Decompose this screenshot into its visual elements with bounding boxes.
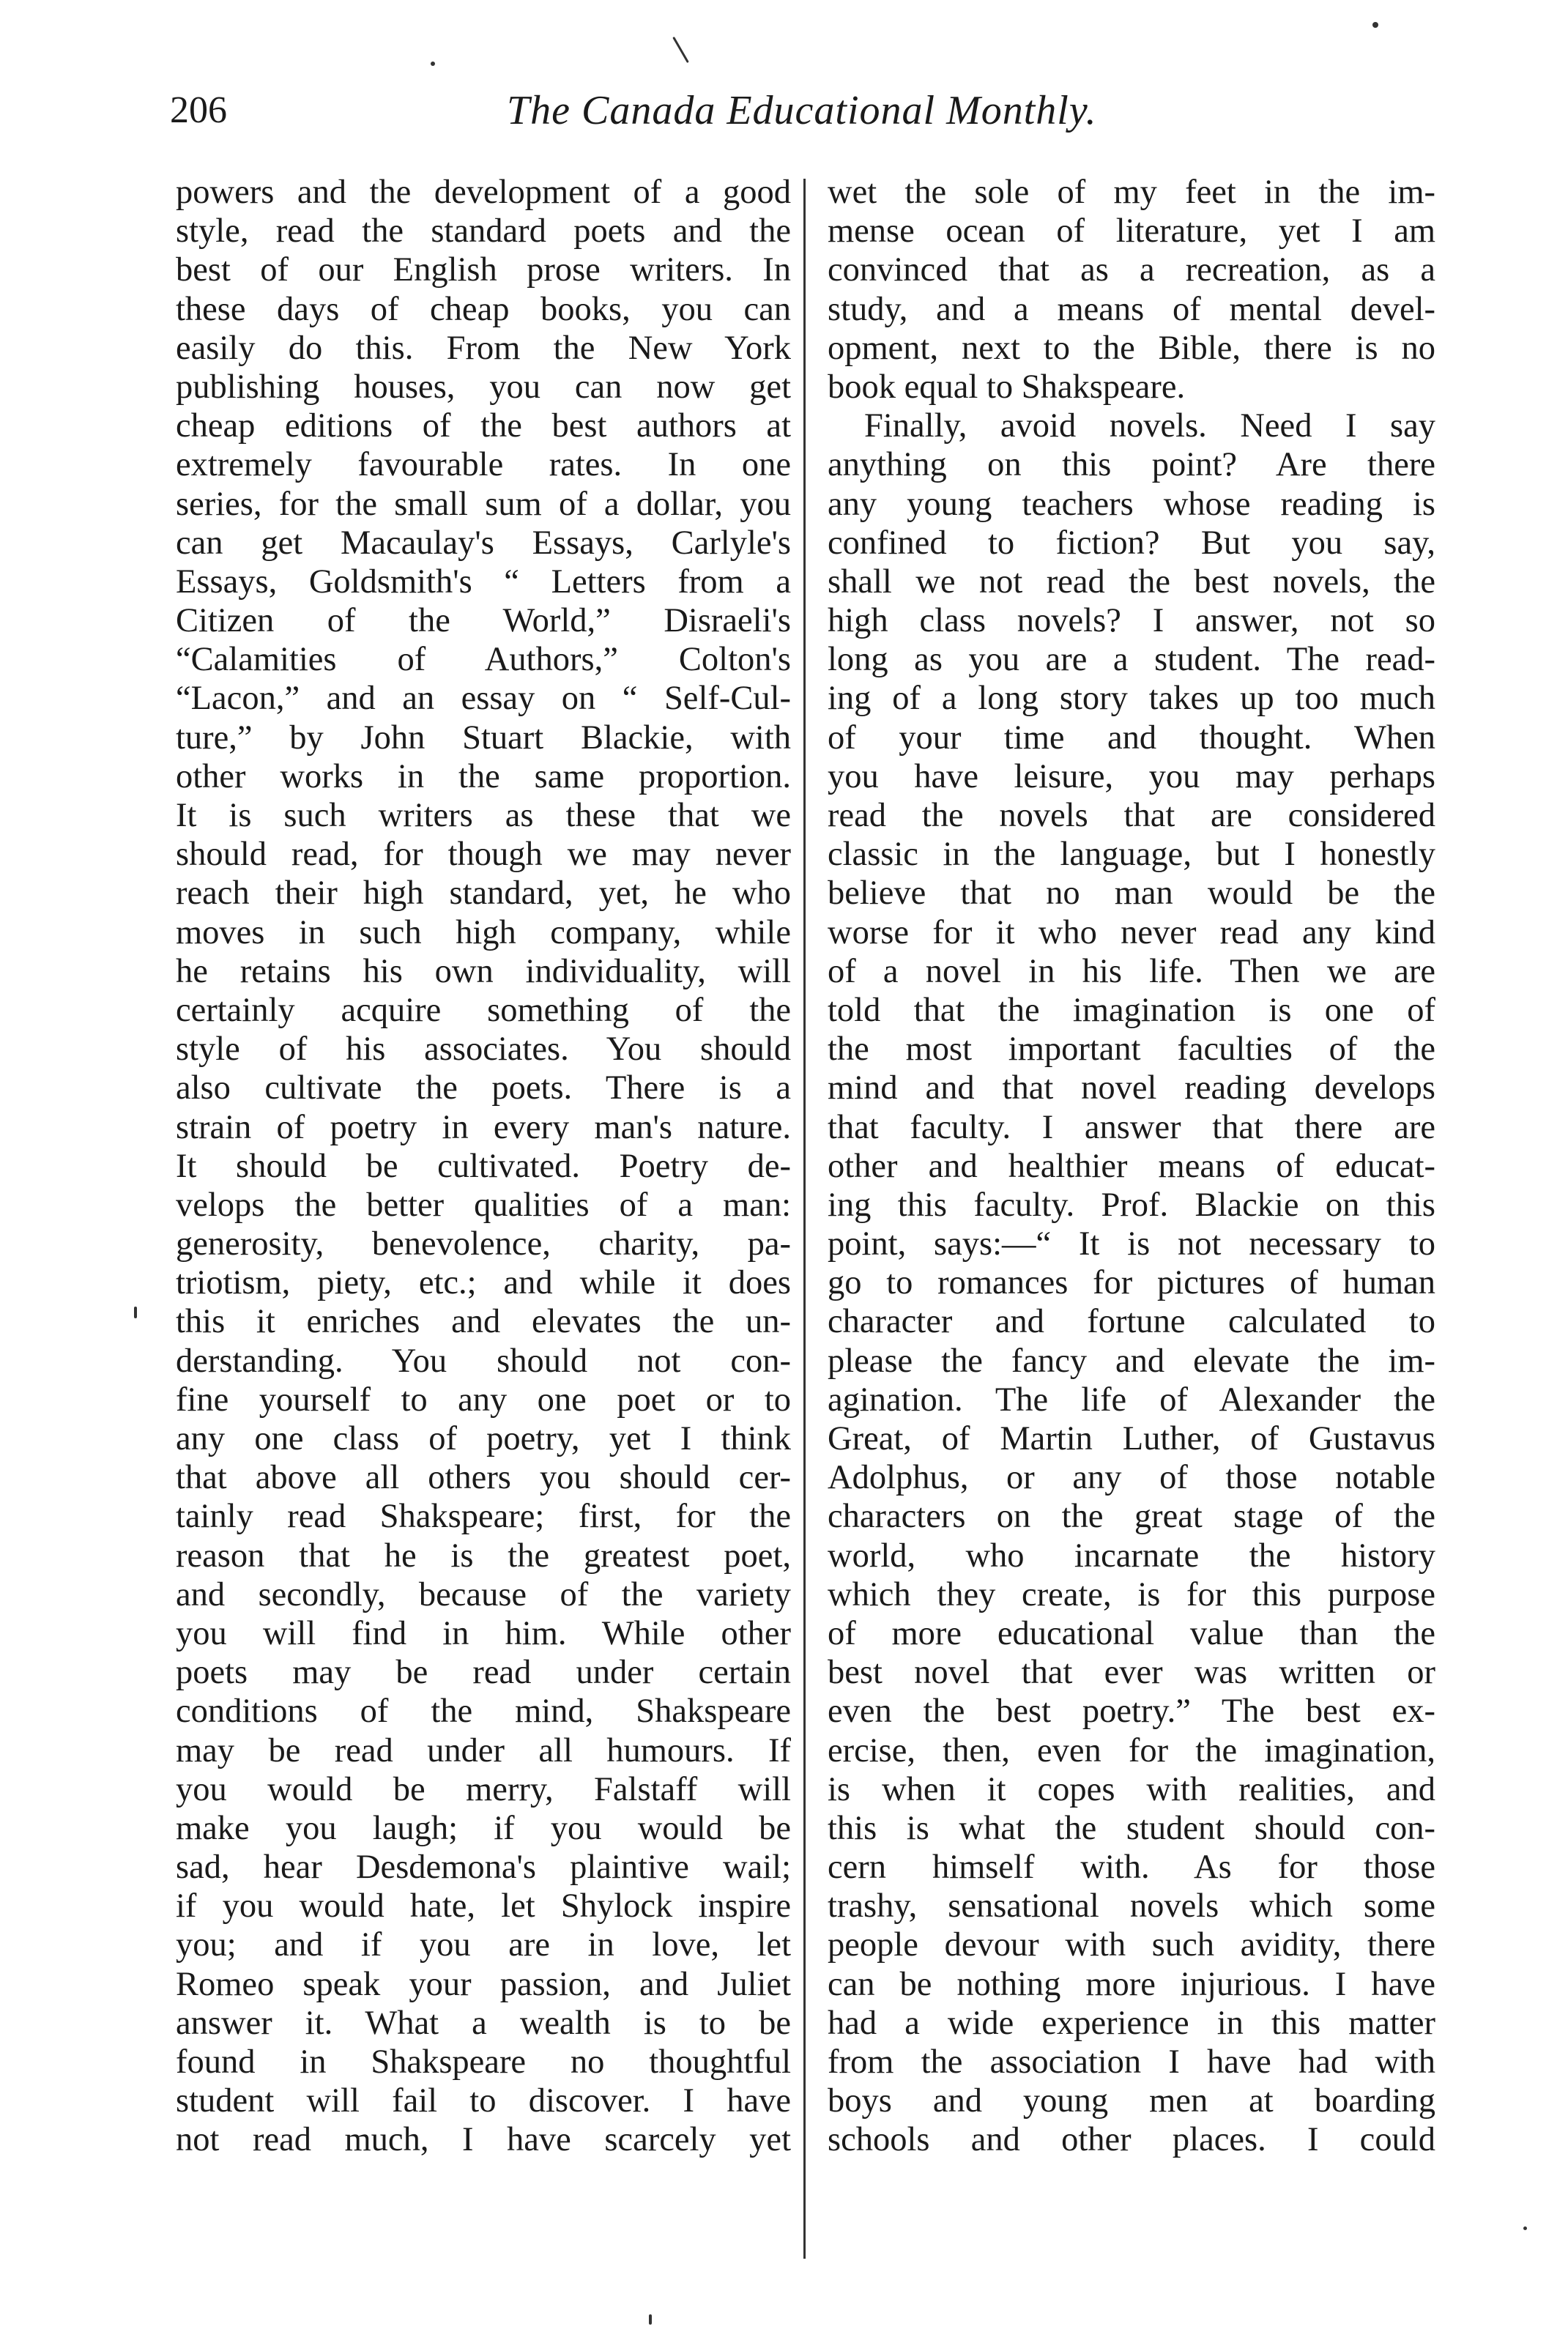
text-line: other and healthier means of educat-: [828, 1147, 1435, 1185]
text-line: he retains his own individuality, will: [176, 952, 791, 990]
text-line: make you laugh; if you would be: [176, 1809, 791, 1847]
text-line: not read much, I have scarcely yet: [176, 2121, 791, 2159]
text-line: that faculty. I answer that there are: [828, 1108, 1435, 1146]
right-column: [828, 173, 1435, 2160]
text-line: should read, for though we may never: [176, 836, 791, 874]
text-line: found in Shakspeare no thoughtful: [176, 2043, 791, 2081]
text-line: classic in the language, but I honestly: [828, 836, 1435, 874]
text-line: answer it. What a wealth is to be: [176, 2004, 791, 2042]
text-line: ing this faculty. Prof. Blackie on this: [828, 1186, 1435, 1224]
text-line: world, who incarnate the history: [828, 1537, 1435, 1575]
text-line: told that the imagination is one of: [828, 991, 1435, 1029]
text-line: is when it copes with realities, and: [828, 1770, 1435, 1808]
text-line: boys and young men at boarding: [828, 2082, 1435, 2120]
page-header: [170, 85, 1459, 144]
text-line: any young teachers whose reading is: [828, 485, 1435, 523]
text-line: Adolphus, or any of those notable: [828, 1459, 1435, 1497]
text-line: tainly read Shakspeare; first, for the: [176, 1498, 791, 1536]
text-line: anything on this point? Are there: [828, 446, 1435, 484]
text-line: “Calamities of Authors,” Colton's: [176, 641, 791, 679]
text-line: ing of a long story takes up too much: [828, 680, 1435, 718]
text-line: people devour with such avidity, there: [828, 1926, 1435, 1964]
text-line: strain of poetry in every man's nature.: [176, 1108, 791, 1146]
text-line: poets may be read under certain: [176, 1654, 791, 1692]
text-line: style, read the standard poets and the: [176, 212, 791, 250]
text-line: characters on the great stage of the: [828, 1498, 1435, 1536]
text-line: you have leisure, you may perhaps: [828, 757, 1435, 795]
scan-speck: [431, 62, 435, 66]
text-line: Citizen of the World,” Disraeli's: [176, 602, 791, 640]
text-line: reason that he is the greatest poet,: [176, 1537, 791, 1575]
text-line: had a wide experience in this matter: [828, 2004, 1435, 2042]
scan-speck: [134, 1307, 137, 1318]
text-line: mind and that novel reading develops: [828, 1069, 1435, 1107]
text-line: of a novel in his life. Then we are: [828, 952, 1435, 990]
text-line: this is what the student should con-: [828, 1809, 1435, 1847]
text-line: wet the sole of my feet in the im-: [828, 174, 1435, 211]
text-line: book equal to Shakspeare.: [828, 368, 1186, 406]
text-line: you will find in him. While other: [176, 1614, 791, 1652]
text-line: of more educational value than the: [828, 1614, 1435, 1652]
text-line: ture,” by John Stuart Blackie, with: [176, 718, 791, 757]
text-line: the most important faculties of the: [828, 1030, 1435, 1069]
text-line: may be read under all humours. If: [176, 1731, 791, 1769]
left-column: [176, 173, 791, 2160]
text-line: these days of cheap books, you can: [176, 290, 791, 328]
text-line: high class novels? I answer, not so: [828, 602, 1435, 640]
text-line: generosity, benevolence, charity, pa-: [176, 1225, 791, 1263]
scan-speck: [672, 37, 689, 63]
text-line: point, says:—“ It is not necessary to: [828, 1225, 1435, 1263]
running-title: The Canada Educational Monthly.: [507, 88, 1097, 133]
text-line: this it enriches and elevates the un-: [176, 1303, 791, 1341]
text-line: that above all others you should cer-: [176, 1459, 791, 1497]
column-divider: [803, 179, 806, 2259]
text-line: confined to fiction? But you say,: [828, 524, 1435, 562]
text-line: certainly acquire something of the: [176, 991, 791, 1029]
text-line: moves in such high company, while: [176, 913, 791, 951]
text-line: easily do this. From the New York: [176, 329, 791, 367]
text-line: best novel that ever was written or: [828, 1654, 1435, 1692]
text-line: also cultivate the poets. There is a: [176, 1069, 791, 1107]
text-line: other works in the same proportion.: [176, 757, 791, 795]
text-line: fine yourself to any one poet or to: [176, 1381, 791, 1419]
text-line: you would be merry, Falstaff will: [176, 1770, 791, 1808]
text-line: ercise, then, even for the imagination,: [828, 1731, 1435, 1769]
text-line: cern himself with. As for those: [828, 1849, 1435, 1887]
text-line: velops the better qualities of a man:: [176, 1186, 791, 1224]
text-line: go to romances for pictures of human: [828, 1264, 1435, 1302]
text-line: Finally, avoid novels. Need I say: [864, 407, 1435, 445]
text-line: read the novels that are considered: [828, 797, 1435, 834]
page-number: 206: [170, 89, 227, 131]
text-line: reach their high standard, yet, he who: [176, 874, 791, 913]
text-line: opment, next to the Bible, there is no: [828, 329, 1435, 367]
text-line: worse for it who never read any kind: [828, 913, 1435, 951]
text-line: Romeo speak your passion, and Juliet: [176, 1965, 791, 2003]
text-line: Great, of Martin Luther, of Gustavus: [828, 1420, 1435, 1457]
text-line: mense ocean of literature, yet I am: [828, 212, 1435, 250]
text-line: if you would hate, let Shylock inspire: [176, 1887, 791, 1925]
text-line: “Lacon,” and an essay on “ Self-Cul-: [176, 680, 791, 718]
text-line: It should be cultivated. Poetry de-: [176, 1147, 791, 1185]
text-line: conditions of the mind, Shakspeare: [176, 1693, 791, 1731]
scan-speck: [1523, 2226, 1527, 2230]
text-line: triotism, piety, etc.; and while it does: [176, 1264, 791, 1302]
text-line: which they create, is for this purpose: [828, 1575, 1435, 1613]
text-line: style of his associates. You should: [176, 1030, 791, 1069]
scan-speck: [1372, 22, 1378, 28]
text-line: powers and the development of a good: [176, 174, 791, 211]
text-line: extremely favourable rates. In one: [176, 446, 791, 484]
text-line: even the best poetry.” The best ex-: [828, 1693, 1435, 1731]
text-line: of your time and thought. When: [828, 718, 1435, 757]
text-line: series, for the small sum of a dollar, you: [176, 485, 791, 523]
text-line: shall we not read the best novels, the: [828, 562, 1435, 601]
text-line: Essays, Goldsmith's “ Letters from a: [176, 562, 791, 601]
text-line: convinced that as a recreation, as a: [828, 251, 1435, 289]
text-line: derstanding. You should not con-: [176, 1342, 791, 1380]
text-line: publishing houses, you can now get: [176, 368, 791, 406]
text-line: schools and other places. I could: [828, 2121, 1435, 2159]
text-line: you; and if you are in love, let: [176, 1926, 791, 1964]
scan-speck: [649, 2314, 652, 2325]
text-line: can be nothing more injurious. I have: [828, 1965, 1435, 2003]
text-line: agination. The life of Alexander the: [828, 1381, 1435, 1419]
text-line: please the fancy and elevate the im-: [828, 1342, 1435, 1380]
text-line: student will fail to discover. I have: [176, 2082, 791, 2120]
text-line: character and fortune calculated to: [828, 1303, 1435, 1341]
text-line: sad, hear Desdemona's plaintive wail;: [176, 1849, 791, 1887]
text-line: trashy, sensational novels which some: [828, 1887, 1435, 1925]
text-line: cheap editions of the best authors at: [176, 407, 791, 445]
text-line: It is such writers as these that we: [176, 797, 791, 834]
text-line: from the association I have had with: [828, 2043, 1435, 2081]
text-line: best of our English prose writers. In: [176, 251, 791, 289]
text-line: study, and a means of mental devel-: [828, 290, 1435, 328]
text-line: long as you are a student. The read-: [828, 641, 1435, 679]
text-line: and secondly, because of the variety: [176, 1575, 791, 1613]
text-line: any one class of poetry, yet I think: [176, 1420, 791, 1457]
text-line: believe that no man would be the: [828, 874, 1435, 913]
text-line: can get Macaulay's Essays, Carlyle's: [176, 524, 791, 562]
